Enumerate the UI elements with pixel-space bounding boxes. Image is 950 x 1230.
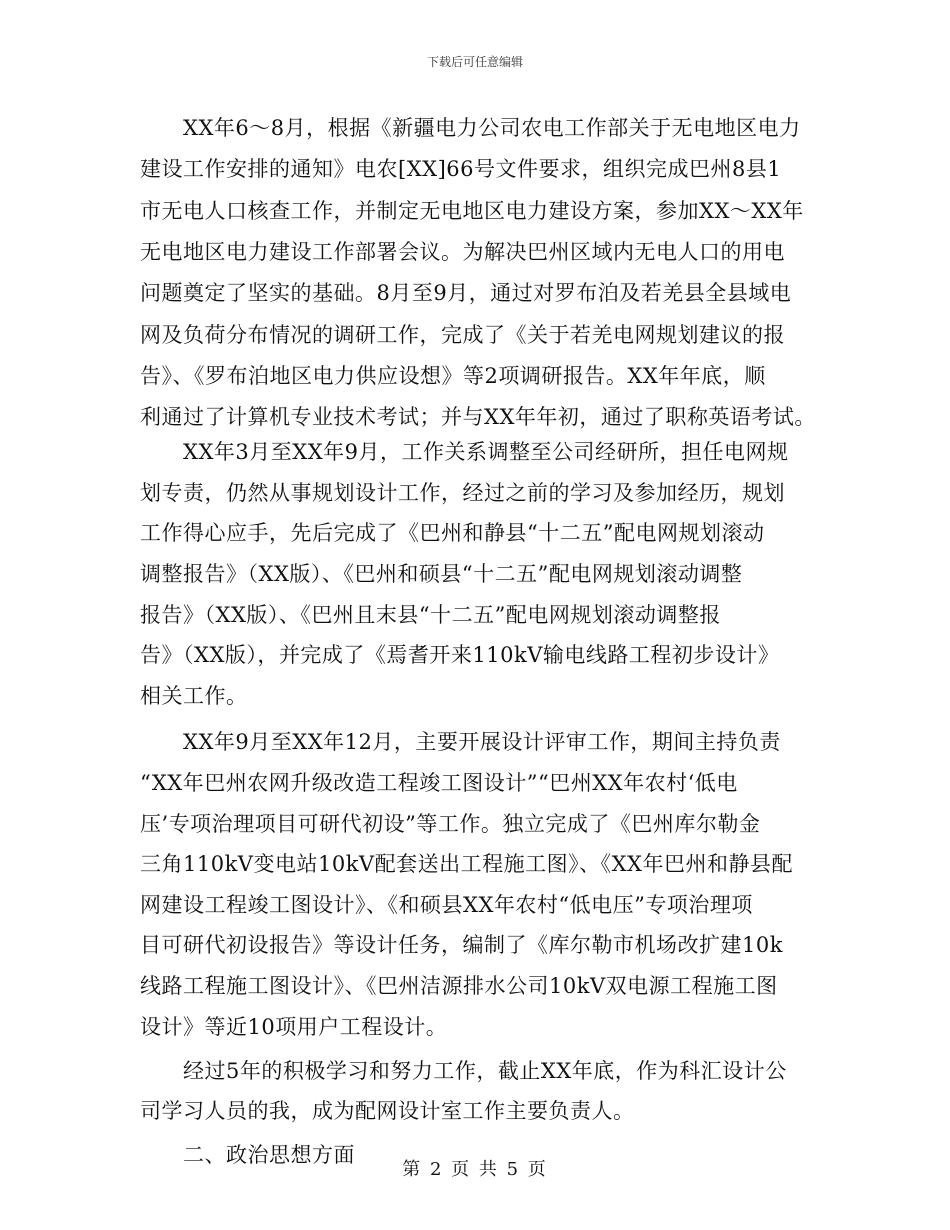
text-line: XX年3月至XX年9月，工作关系调整至公司经研所，担任电网规 (140, 440, 789, 464)
text-line: 告》、《罗布泊地区电力供应设想》等2项调研报告。XX年年底，顺 (140, 364, 766, 388)
text-line: 三角110kV变电站10kV配套送出工程施工图》、《XX年巴州和静县配 (140, 852, 793, 876)
text-line: XX年6～8月，根据《新疆电力公司农电工作部关于无电地区电力 (140, 116, 801, 140)
text-line: 网及负荷分布情况的调研工作，完成了《关于若羌电网规划建议的报 (140, 323, 785, 347)
text-line: 建设工作安排的通知》电农[XX]66号文件要求，组织完成巴州8县1 (140, 157, 782, 181)
text-line: 报告》（XX版）、《巴州且末县“十二五”配电网规划滚动调整报 (140, 603, 721, 627)
text-line: XX年9月至XX年12月，主要开展设计评审工作，期间主持负责 (140, 730, 781, 754)
text-line: 目可研代初设报告》等设计任务，编制了《库尔勒市机场改扩建10k (140, 933, 783, 957)
page-footer: 第 2 页 共 5 页 (402, 1159, 548, 1180)
text-line: 工作得心应手，先后完成了《巴州和静县“十二五”配电网规划滚动 (140, 521, 765, 545)
text-line: 压’专项治理项目可研代初设”等工作。独立完成了《巴州库尔勒金 (140, 812, 761, 836)
text-line: 网建设工程竣工图设计》、《和硕县XX年农村“低电压”专项治理项 (140, 893, 753, 917)
text-line: 市无电人口核查工作，并制定无电地区电力建设方案，参加XX～XX年 (140, 199, 804, 223)
text-line: 司学习人员的我，成为配网设计室工作主要负责人。 (140, 1099, 635, 1123)
text-line: 利通过了计算机专业技术考试；并与XX年年初，通过了职称英语考试。 (140, 405, 816, 429)
text-line: “XX年巴州农网升级改造工程竣工图设计”“巴州XX年农村‘低电 (140, 771, 738, 795)
text-line: 划专责，仍然从事规划设计工作，经过之前的学习及参加经历，规划 (140, 481, 785, 505)
text-line: 相关工作。 (140, 684, 248, 708)
text-line: 调整报告》（XX版）、《巴州和硕县“十二五”配电网规划滚动调整 (140, 562, 743, 586)
text-line: 问题奠定了坚实的基础。8月至9月，通过对罗布泊及若羌县全县域电 (140, 281, 792, 305)
header-note: 下载后可任意编辑 (426, 55, 523, 69)
section-heading: 二、政治思想方面 (140, 1143, 355, 1167)
text-line: 设计》等近10项用户工程设计。 (140, 1015, 448, 1039)
text-line: 无电地区电力建设工作部署会议。为解决巴州区域内无电人口的用电 (140, 240, 785, 264)
text-line: 告》（XX版），并完成了《焉耆开来110kV输电线路工程初步设计》 (140, 643, 780, 667)
text-line: 经过5年的积极学习和努力工作，截止XX年底，作为科汇设计公 (140, 1059, 787, 1083)
text-line: 线路工程施工图设计》、《巴州洁源排水公司10kV双电源工程施工图 (140, 974, 778, 998)
